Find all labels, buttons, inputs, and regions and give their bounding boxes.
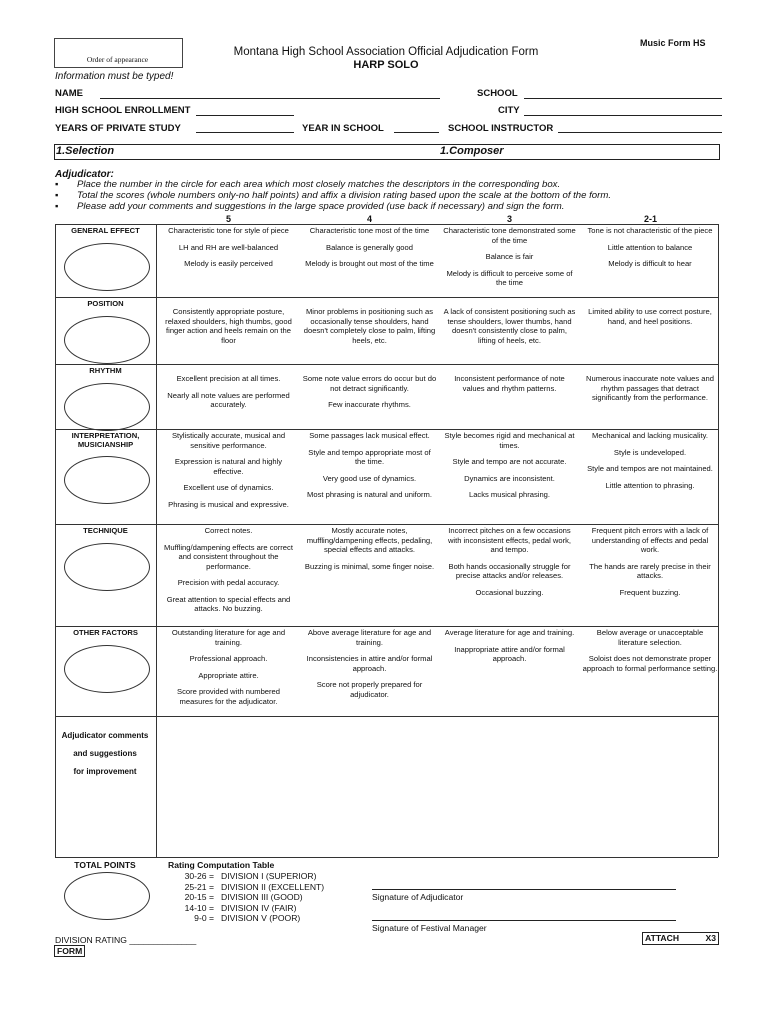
descriptor: Balance is generally good: [326, 242, 413, 252]
form-code: Music Form HS: [640, 38, 706, 48]
category-label-line: GENERAL EFFECT: [71, 226, 140, 235]
descriptor: Dynamics are inconsistent.: [464, 473, 555, 483]
descriptor: Appropriate attire.: [198, 670, 259, 680]
descriptor: Score provided with numbered measures for the adjudicator.: [177, 687, 280, 706]
selection-bar[interactable]: [54, 144, 720, 160]
category-label-technique: [55, 526, 156, 535]
grid-row-divider: [55, 857, 718, 858]
city-field[interactable]: [524, 115, 722, 116]
rating-row: 9-0 = DIVISION V (POOR): [194, 913, 301, 924]
descriptor: Limited ability to use correct posture, hand, and heel positions.: [588, 307, 712, 326]
score-header-3: 3: [506, 214, 512, 224]
grid-border: [718, 224, 719, 857]
rubric-cell: [163, 431, 294, 516]
descriptor: Few inaccurate rhythms.: [328, 400, 411, 409]
descriptor: Frequent pitch errors with a lack of understanding of effects and pedal work.: [591, 526, 709, 554]
score-header-2-1: 2-1: [643, 214, 657, 224]
rubric-cell: [302, 628, 437, 706]
descriptor: Great attention to special effects and attacks. No buzzing.: [166, 594, 291, 613]
score-circle-position[interactable]: [64, 316, 150, 364]
page-title: Montana High School Association Official Adjudication Form: [233, 46, 539, 58]
descriptor: Style and tempos are not maintained.: [587, 464, 713, 473]
selection-label: 1.Selection: [56, 145, 115, 157]
descriptor: Some note value errors do occur but do not detract significantly.: [302, 374, 437, 393]
rubric-cell: [582, 431, 718, 497]
descriptor: Characteristic tone most of the time: [309, 226, 430, 235]
festival-manager-signature-field[interactable]: [372, 920, 676, 921]
descriptor: Mechanical and lacking musicality.: [592, 431, 708, 440]
composer-label: 1.Composer: [440, 145, 504, 157]
grid-row-divider: [55, 626, 718, 627]
descriptor: The hands are rarely precise in their attacks.: [589, 561, 711, 580]
descriptor: Both hands occasionally struggle for precise attacks and/or releases.: [448, 561, 571, 580]
descriptor: Melody is easily perceived: [184, 259, 273, 268]
rubric-cell: [582, 374, 718, 410]
descriptor: Inconsistent performance of note values and rhythm patterns.: [454, 374, 565, 393]
descriptor: Style becomes rigid and mechanical at times.: [444, 431, 575, 450]
descriptor: Some passages lack musical effect.: [309, 431, 430, 440]
descriptor: Inconsistencies in attire and/or formal approach.: [306, 654, 433, 673]
descriptor: Inappropriate attire and/or formal approach.: [454, 644, 565, 663]
private-study-label: YEARS OF PRIVATE STUDY: [55, 123, 181, 134]
bullet-icon: ▪: [55, 189, 59, 201]
rubric-cell: [302, 226, 437, 276]
rubric-cell: [582, 628, 718, 680]
attach-box: [642, 932, 719, 945]
grid-row-divider: [55, 364, 718, 365]
score-circle-interpretation[interactable]: [64, 456, 150, 504]
comments-label-line: Adjudicator comments: [61, 731, 149, 740]
descriptor: Excellent precision at all times.: [176, 374, 281, 383]
descriptor: Excellent use of dynamics.: [183, 483, 274, 492]
comments-label-line: and suggestions: [73, 749, 137, 758]
category-label-line: RHYTHM: [89, 366, 122, 375]
score-circle-rhythm[interactable]: [64, 383, 150, 431]
descriptor: Professional approach.: [189, 654, 268, 663]
grid-row-divider: [55, 524, 718, 525]
rubric-cell: [163, 226, 294, 276]
descriptor: Little attention to balance: [607, 242, 693, 252]
descriptor: LH and RH are well-balanced: [178, 242, 279, 252]
descriptor: Expression is natural and highly effective.: [174, 457, 283, 476]
instruction-item: Total the scores (whole numbers only-no half points) and affix a division rating based upon the scale at the bottom of the form.: [77, 189, 611, 201]
adjudicator-signature-label: Signature of Adjudicator: [372, 892, 464, 902]
score-header-4: 4: [366, 214, 372, 224]
rating-row: 20-15 = DIVISION III (GOOD): [184, 892, 303, 903]
attach-label: ATTACH: [645, 933, 680, 943]
descriptor: Very good use of dynamics.: [322, 473, 417, 483]
instructions-heading: Adjudicator:: [55, 169, 114, 180]
score-circle-general-effect[interactable]: [64, 243, 150, 291]
descriptor: Style and tempo are not accurate.: [452, 457, 567, 466]
rubric-cell: [163, 526, 294, 621]
rubric-cell: [582, 307, 718, 333]
instruction-item: Place the number in the circle for each area which most closely matches the descriptors in the corresponding box.: [77, 179, 561, 190]
descriptor: Above average literature for age and training.: [307, 628, 432, 647]
descriptor: Correct notes.: [204, 526, 253, 535]
city-label: CITY: [498, 105, 520, 116]
descriptor: Most phrasing is natural and uniform.: [307, 490, 432, 499]
rating-row: 25-21 = DIVISION II (EXCELLENT): [184, 881, 325, 892]
instructor-field[interactable]: [558, 132, 722, 133]
category-label-other-factors: [55, 628, 156, 637]
enrollment-label: HIGH SCHOOL ENROLLMENT: [55, 105, 191, 116]
rubric-cell: [302, 374, 437, 417]
descriptor: Consistently appropriate posture, relaxed shoulders, high thumbs, good finger action and heels remain on the floor: [165, 307, 292, 345]
descriptor: Incorrect pitches on a few occasions with inconsistent effects, pedal work, and tempo.: [447, 526, 572, 554]
descriptor: Frequent buzzing.: [619, 587, 681, 597]
bullet-icon: ▪: [55, 179, 59, 190]
instruction-item: Please add your comments and suggestions in the large space provided (use back if necessary) and sign the form.: [77, 200, 565, 212]
typed-note: Information must be typed!: [55, 71, 174, 82]
rubric-cell: [443, 307, 576, 352]
rubric-cell: [582, 526, 718, 604]
rubric-cell: [443, 526, 576, 604]
comments-label: [55, 731, 155, 776]
descriptor: Style is undeveloped.: [613, 447, 687, 457]
descriptor: Buzzing is minimal, some finger noise.: [304, 561, 435, 571]
rubric-cell: [302, 431, 437, 507]
rubric-cell: [582, 226, 718, 276]
descriptor: Melody is brought out most of the time: [305, 259, 434, 268]
category-label-rhythm: [55, 366, 156, 375]
descriptor: Score not properly prepared for adjudicator.: [316, 680, 423, 699]
descriptor: Outstanding literature for age and training.: [171, 628, 286, 647]
name-field[interactable]: [100, 98, 440, 99]
category-label-general-effect: [55, 226, 156, 235]
rubric-cell: [443, 628, 576, 671]
year-in-school-field[interactable]: [394, 132, 439, 133]
descriptor: Melody is difficult to perceive some of the time: [446, 268, 573, 287]
comments-area[interactable]: [157, 716, 718, 857]
descriptor: Phrasing is musical and expressive.: [168, 499, 289, 509]
school-label: SCHOOL: [477, 88, 518, 99]
rating-row: 14-10 = DIVISION IV (FAIR): [184, 902, 297, 913]
private-study-field[interactable]: [196, 132, 294, 133]
bullet-icon: ▪: [55, 200, 59, 212]
rating-row: 30-26 = DIVISION I (SUPERIOR): [184, 871, 317, 881]
category-label-line: TECHNIQUE: [83, 526, 128, 535]
page-subtitle: HARP SOLO: [353, 59, 419, 71]
category-label-line: INTERPRETATION,: [71, 431, 140, 440]
grid-row-divider: [55, 429, 718, 430]
descriptor: Precision with pedal accuracy.: [177, 578, 280, 587]
school-field[interactable]: [524, 98, 722, 99]
descriptor: Balance is fair: [485, 252, 534, 261]
category-label-line: MUSICIANSHIP: [77, 440, 134, 449]
category-label-line: OTHER FACTORS: [73, 628, 138, 637]
rubric-cell: [443, 226, 576, 295]
category-label-line: POSITION: [87, 299, 124, 308]
descriptor: Below average or unacceptable literature selection.: [596, 628, 704, 647]
enrollment-field[interactable]: [196, 115, 294, 116]
category-label-interpretation: [55, 431, 156, 449]
total-points-circle[interactable]: [64, 872, 150, 920]
rating-table-title: Rating Computation Table: [168, 860, 275, 870]
form-label: FORM: [54, 945, 85, 957]
rubric-cell: [443, 374, 576, 400]
descriptor: Mostly accurate notes, muffling/dampening effects, pedaling, special effects and attacks.: [306, 526, 433, 554]
rubric-cell: [163, 307, 294, 352]
descriptor: Numerous inaccurate note values and rhythm passages that detract significantly from the performance.: [586, 374, 714, 402]
descriptor: Nearly all note values are performed accurately.: [167, 390, 290, 409]
descriptor: Minor problems in positioning such as occasionally tense shoulders, hand doesn't completely close to palm, lifting heels, etc.: [303, 307, 436, 345]
rubric-cell: [302, 307, 437, 352]
descriptor: Occasional buzzing.: [475, 587, 544, 597]
descriptor: Average literature for age and training.: [444, 628, 575, 637]
name-label: NAME: [55, 88, 83, 99]
order-of-appearance-label: Order of appearance: [86, 55, 149, 64]
descriptor: Muffling/dampening effects are correct and consistent throughout the performance.: [164, 542, 293, 571]
descriptor: A lack of consistent positioning such as tense shoulders, lower thumbs, hand doesn't consistently close to palm, lifting of heels, etc.: [443, 307, 576, 345]
year-in-school-label: YEAR IN SCHOOL: [302, 123, 384, 134]
descriptor: Characteristic tone demonstrated some of the time: [443, 226, 576, 245]
instructor-label: SCHOOL INSTRUCTOR: [448, 123, 554, 134]
score-header-5: 5: [225, 214, 231, 224]
copies-label: X3: [705, 933, 716, 943]
comments-label-line: for improvement: [73, 767, 137, 776]
descriptor: Characteristic tone for style of piece: [168, 226, 289, 235]
rubric-cell: [443, 431, 576, 507]
festival-manager-signature-label: Signature of Festival Manager: [372, 923, 487, 933]
category-label-position: [55, 299, 156, 308]
descriptor: Tone is not characteristic of the piece: [587, 226, 713, 235]
division-rating-field[interactable]: DIVISION RATING ______________: [55, 935, 197, 945]
descriptor: Stylistically accurate, musical and sensitive performance.: [171, 431, 286, 450]
rubric-cell: [163, 628, 294, 713]
rubric-cell: [302, 526, 437, 578]
grid-row-divider: [55, 224, 718, 225]
score-circle-other-factors[interactable]: [64, 645, 150, 693]
descriptor: Style and tempo appropriate most of the time.: [308, 447, 431, 466]
descriptor: Melody is difficult to hear: [608, 259, 692, 268]
descriptor: Soloist does not demonstrate proper approach to formal performance setting.: [582, 654, 718, 673]
rating-table: [160, 871, 324, 924]
adjudicator-signature-field[interactable]: [372, 889, 676, 890]
instructions-list: [55, 180, 725, 212]
total-points-label: TOTAL POINTS: [74, 860, 136, 870]
descriptor: Little attention to phrasing.: [605, 480, 695, 490]
score-circle-technique[interactable]: [64, 543, 150, 591]
rubric-cell: [163, 374, 294, 417]
grid-row-divider: [55, 297, 718, 298]
descriptor: Lacks musical phrasing.: [468, 490, 551, 499]
